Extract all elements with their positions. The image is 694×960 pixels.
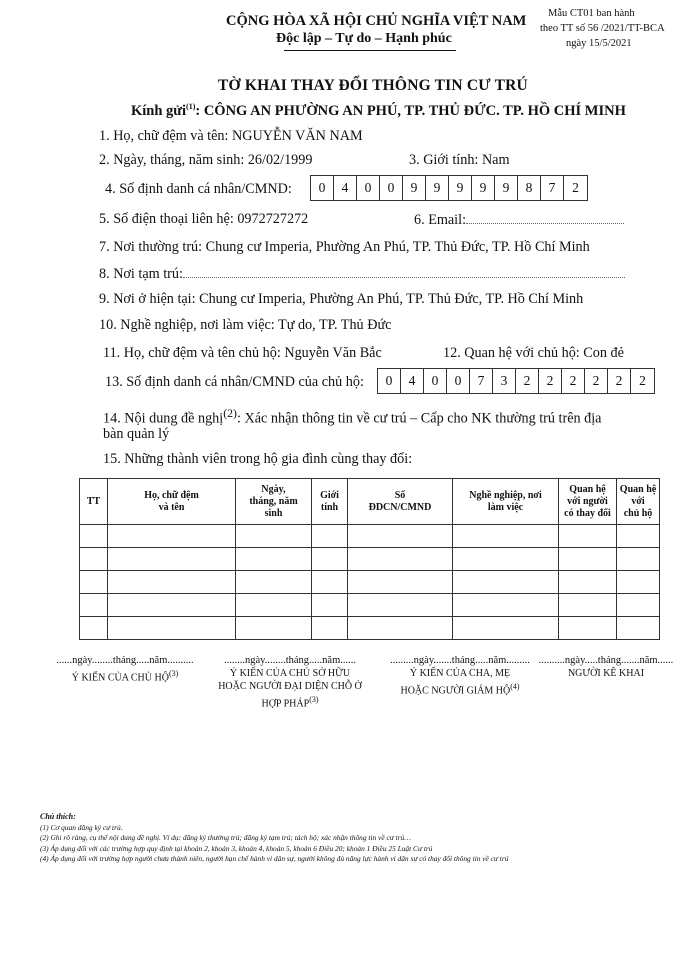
head-id-digit[interactable]: 2 (516, 369, 539, 393)
head-id-digit[interactable]: 2 (562, 369, 585, 393)
form-title: TỜ KHAI THAY ĐỔI THÔNG TIN CƯ TRÚ (218, 77, 528, 94)
national-motto: Độc lập – Tự do – Hạnh phúc (276, 31, 452, 46)
id-digit[interactable]: 9 (426, 176, 449, 200)
form-date: ngày 15/5/2021 (566, 38, 632, 49)
id-digit[interactable]: 9 (403, 176, 426, 200)
signature-footnote: (3) (309, 695, 319, 704)
table-cell[interactable] (108, 571, 236, 594)
table-cell[interactable] (453, 548, 559, 571)
field-relation-value[interactable]: Con đẻ (583, 345, 624, 361)
footnote-item: (1) Cơ quan đăng ký cư trú. (40, 822, 123, 832)
id-digit[interactable]: 9 (472, 176, 495, 200)
col-header-name: Họ, chữ đệm và tên (108, 479, 236, 525)
field-job-label: 10. Nghề nghiệp, nơi làm việc: (99, 317, 279, 333)
field-permanent (99, 239, 590, 256)
table-cell[interactable] (559, 617, 617, 640)
table-cell[interactable] (236, 571, 312, 594)
col-header-dob: Ngày, tháng, năm sinh (236, 479, 312, 525)
table-cell[interactable] (312, 548, 348, 571)
table-cell[interactable] (312, 594, 348, 617)
field-job-value[interactable]: Tự do, TP. Thủ Đức (278, 317, 392, 333)
table-cell[interactable] (236, 525, 312, 548)
id-digit[interactable]: 4 (334, 176, 357, 200)
signature-date[interactable]: ..........ngày.....tháng.......năm...... (538, 655, 674, 666)
table-cell[interactable] (617, 548, 660, 571)
head-id-digit[interactable]: 0 (424, 369, 447, 393)
national-title: CỘNG HÒA XÃ HỘI CHỦ NGHĨA VIỆT NAM (226, 13, 527, 29)
field-dob (99, 152, 312, 169)
field-phone (99, 211, 308, 228)
table-cell[interactable] (312, 617, 348, 640)
signature-footnote: (3) (168, 669, 179, 678)
field-name-label: 1. Họ, chữ đệm và tên: (99, 128, 232, 144)
signature-title-line2: HOẶC NGƯỜI ĐẠI DIỆN CHỖ Ở (218, 681, 362, 692)
field-gender-value[interactable]: Nam (481, 152, 510, 168)
table-cell[interactable] (80, 594, 108, 617)
field-current-label: 9. Nơi ở hiện tại: (99, 291, 200, 307)
table-cell[interactable] (348, 571, 453, 594)
field-phone-value[interactable]: 0972727272 (237, 211, 309, 227)
signature-declarant (536, 654, 676, 680)
field-email (414, 211, 624, 229)
signature-title-text: Ý KIẾN CỦA CHỦ HỘ (71, 672, 169, 684)
table-cell[interactable] (617, 571, 660, 594)
personal-id-boxes[interactable] (310, 175, 588, 201)
members-table (79, 478, 660, 640)
members-header-row (80, 479, 660, 525)
table-cell[interactable] (80, 525, 108, 548)
field-dob-value[interactable]: 26/02/1999 (247, 152, 313, 168)
table-cell[interactable] (559, 594, 617, 617)
field-current-value[interactable]: Chung cư Imperia, Phường An Phú, TP. Thủ Đức, TP. Hồ Chí Minh (199, 291, 584, 307)
signature-title (40, 667, 210, 684)
field-head-label: 11. Họ, chữ đệm và tên chủ hộ: (103, 345, 285, 361)
table-cell[interactable] (236, 617, 312, 640)
field-job (99, 317, 391, 334)
head-id-digit[interactable]: 3 (493, 369, 516, 393)
signature-footnote: (4) (510, 682, 520, 691)
id-digit[interactable]: 0 (357, 176, 380, 200)
field-content-value-line1[interactable]: : Xác nhận thông tin về cư trú – Cấp cho NK thường trú trên địa (237, 410, 602, 427)
table-cell[interactable] (80, 548, 108, 571)
field-content (103, 406, 601, 428)
id-digit[interactable]: 2 (572, 180, 579, 195)
field-gender-label: 3. Giới tính: (409, 152, 482, 168)
table-cell[interactable] (559, 548, 617, 571)
signature-guardian (380, 654, 540, 697)
head-id-boxes[interactable] (377, 368, 655, 394)
col-header-gender: Giới tính (312, 479, 348, 525)
recipient-value: : CÔNG AN PHƯỜNG AN PHÚ, TP. THỦ ĐỨC. TP. HỒ CHÍ MINH (195, 102, 626, 119)
col-header-relation-changer: Quan hệ với người có thay đổi (559, 479, 617, 525)
col-header-job: Nghề nghiệp, nơi làm việc (453, 479, 559, 525)
table-row (80, 525, 660, 548)
table-cell[interactable] (617, 617, 660, 640)
table-cell[interactable] (312, 571, 348, 594)
signature-household-head (40, 654, 210, 684)
field-dob-label: 2. Ngày, tháng, năm sinh: (99, 152, 248, 168)
table-cell[interactable] (80, 617, 108, 640)
signature-title-line2-text: HOẶC NGƯỜI GIÁM HỘ (400, 685, 511, 697)
footnotes-heading: Chú thích: (40, 812, 76, 821)
field-email-value[interactable] (466, 211, 624, 224)
signature-title-line3 (205, 693, 375, 710)
signature-title: NGƯỜI KÊ KHAI (567, 668, 645, 679)
head-id-digit[interactable]: 0 (378, 369, 401, 393)
field-head (103, 345, 382, 362)
field-content-label: 14. Nội dung đề nghị (103, 410, 224, 427)
table-cell[interactable] (108, 525, 236, 548)
id-digit[interactable]: 8 (518, 176, 541, 200)
field-temporary-value[interactable] (183, 265, 625, 278)
col-header-id: Số ĐDCN/CMND (348, 479, 453, 525)
table-cell[interactable] (453, 617, 559, 640)
id-digit[interactable]: 0 (380, 176, 403, 200)
field-permanent-value[interactable]: Chung cư Imperia, Phường An Phú, TP. Thủ Đức, TP. Hồ Chí Minh (205, 239, 590, 255)
form-reference: theo TT số 56 /2021/TT-BCA (540, 23, 665, 34)
field-content-footnote: (2) (223, 406, 237, 420)
id-digit[interactable]: 9 (449, 176, 472, 200)
table-row (80, 571, 660, 594)
signature-title-line2 (380, 680, 540, 697)
table-cell[interactable] (236, 594, 312, 617)
signature-date[interactable]: ......ngày........tháng.....năm.......... (56, 655, 194, 666)
head-id-digit[interactable]: 2 (585, 369, 608, 393)
table-cell[interactable] (348, 548, 453, 571)
id-digit[interactable]: 0 (311, 176, 334, 200)
table-cell[interactable] (348, 525, 453, 548)
table-cell[interactable] (348, 617, 453, 640)
table-cell[interactable] (108, 617, 236, 640)
table-cell[interactable] (453, 594, 559, 617)
field-content-value-line2[interactable]: bàn quản lý (103, 426, 170, 442)
head-id-digit[interactable]: 2 (639, 373, 646, 388)
field-head-value[interactable]: Nguyễn Văn Bắc (284, 345, 382, 361)
table-cell[interactable] (312, 525, 348, 548)
table-cell[interactable] (108, 594, 236, 617)
table-cell[interactable] (236, 548, 312, 571)
recipient-label: Kính gửi (131, 102, 187, 119)
recipient-footnote: (1) (186, 102, 196, 111)
id-digit[interactable]: 7 (541, 176, 564, 200)
footnotes (40, 812, 508, 865)
field-relation (443, 345, 624, 362)
table-row (80, 548, 660, 571)
head-id-digit[interactable]: 2 (608, 369, 631, 393)
field-head-id-label: 13. Số định danh cá nhân/CMND của chủ hộ: (105, 374, 364, 390)
table-cell[interactable] (453, 571, 559, 594)
field-id-label: 4. Số định danh cá nhân/CMND: (105, 181, 292, 197)
field-temporary (99, 265, 625, 283)
field-name-value[interactable]: NGUYỄN VĂN NAM (231, 128, 363, 144)
field-gender (409, 152, 510, 169)
table-cell[interactable] (453, 525, 559, 548)
head-id-digit[interactable]: 0 (447, 369, 470, 393)
field-current (99, 291, 583, 308)
table-cell[interactable] (348, 594, 453, 617)
motto-underline (284, 50, 456, 51)
table-cell[interactable] (617, 594, 660, 617)
field-email-label: 6. Email: (414, 212, 467, 228)
head-id-digit[interactable]: 4 (401, 369, 424, 393)
table-row (80, 594, 660, 617)
field-name (99, 128, 363, 145)
field-permanent-label: 7. Nơi thường trú: (99, 239, 206, 255)
table-cell[interactable] (80, 571, 108, 594)
table-cell[interactable] (617, 525, 660, 548)
members-label: 15. Những thành viên trong hộ gia đình cùng thay đổi: (103, 451, 413, 467)
table-cell[interactable] (559, 525, 617, 548)
head-id-digit[interactable]: 2 (539, 369, 562, 393)
table-cell[interactable] (559, 571, 617, 594)
table-row (80, 617, 660, 640)
signature-owner (205, 654, 375, 710)
footnote-item: (2) Ghi rõ ràng, cụ thể nội dung đề nghị. Ví dụ: đăng ký thường trú; đăng ký tạm trú; tách hộ; xác nhận thông tin về cư trú… (40, 833, 411, 842)
head-id-digit[interactable]: 7 (470, 369, 493, 393)
table-cell[interactable] (108, 548, 236, 571)
form-number: Mẫu CT01 ban hành (548, 8, 635, 19)
signature-title: Ý KIẾN CỦA CHA, MẸ (409, 668, 511, 679)
col-header-tt: TT (80, 479, 108, 525)
signature-title-line3-text: HỢP PHÁP (261, 698, 310, 710)
col-header-relation-head: Quan hệ với chủ hộ (617, 479, 660, 525)
signature-date[interactable]: .........ngày.......tháng.....năm......... (390, 655, 530, 666)
footnote-item: (3) Áp dụng đối với các trường hợp quy định tại khoản 2, khoản 3, khoản 4, khoản 5, khoản 6 Điều 20; khoản 1 Điều 25 Luật Cư trú (40, 843, 433, 853)
signature-date[interactable]: ........ngày........tháng.....năm...... (223, 655, 356, 666)
id-digit[interactable]: 9 (495, 176, 518, 200)
footnote-item: (4) Áp dụng đối với trường hợp người chưa thành niên, người hạn chế hành vi dân sự, người không đủ năng lực hành vi dân sự có thay đổi thông tin về cư trú (40, 854, 509, 863)
recipient-line (131, 102, 626, 120)
field-phone-label: 5. Số điện thoại liên hệ: (99, 211, 238, 227)
field-temporary-label: 8. Nơi tạm trú: (99, 266, 183, 282)
field-relation-label: 12. Quan hệ với chủ hộ: (443, 345, 584, 361)
signature-title: Ý KIẾN CỦA CHỦ SỞ HỮU (229, 668, 351, 679)
